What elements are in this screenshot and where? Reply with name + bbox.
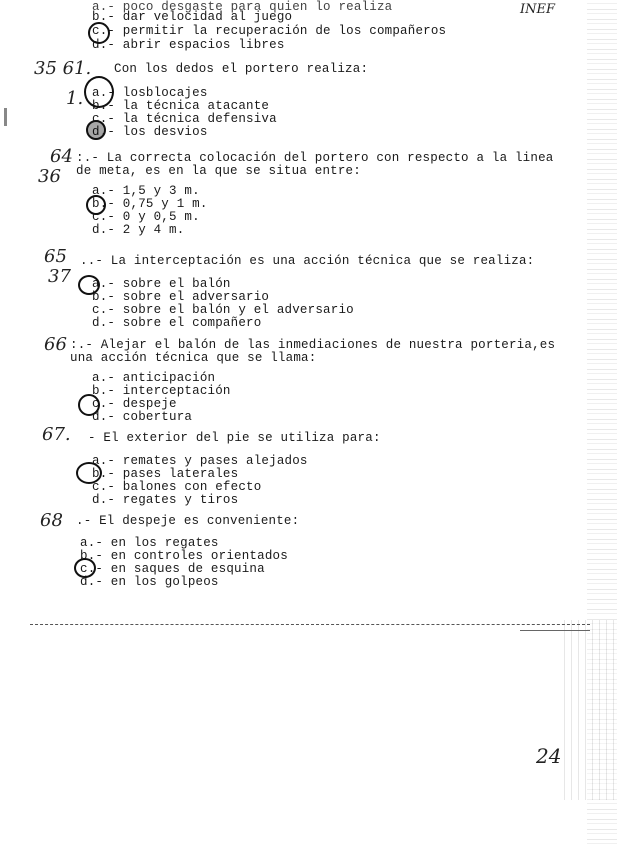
handwritten-question-number: 35 61. — [34, 58, 92, 79]
option-line: c.- despeje — [92, 397, 177, 411]
option-line: d.- los desvios — [92, 125, 208, 139]
option-line: d.- 2 y 4 m. — [92, 223, 185, 237]
option-line: c.- la técnica defensiva — [92, 112, 277, 126]
handwritten-question-number: 64 — [50, 146, 73, 167]
handwritten-question-number: 66 — [44, 334, 67, 355]
answer-circle-mark — [78, 275, 100, 295]
option-line: c.- en saques de esquina — [80, 562, 265, 576]
option-line: d.- sobre el compañero — [92, 316, 262, 330]
handwritten-question-number: 65 — [44, 246, 67, 267]
handwritten-question-number: 68 — [40, 510, 63, 531]
cutoff-option-line: a.- poco desgaste para quien lo realiza — [92, 0, 393, 14]
option-line: b.- 0,75 y 1 m. — [92, 197, 208, 211]
handwritten-page-number: 24 — [536, 744, 562, 768]
option-line: a.- remates y pases alejados — [92, 454, 308, 468]
option-line: b.- en controles orientados — [80, 549, 288, 563]
question-stem: - El exterior del pie se utiliza para: — [88, 431, 381, 445]
option-line: a.- sobre el balón — [92, 277, 231, 291]
option-line: b.- dar velocidad al juego — [92, 10, 293, 24]
scan-noise-lower-right — [562, 620, 617, 800]
option-line: d.- en los golpeos — [80, 575, 219, 589]
option-line: d.- cobertura — [92, 410, 193, 424]
answer-circle-mark — [76, 462, 102, 484]
option-line: b.- pases laterales — [92, 467, 239, 481]
option-line: a.- losblocajes — [92, 86, 208, 100]
handwritten-side-mark: 1. — [66, 88, 84, 109]
handwritten-question-number: 37 — [48, 266, 71, 287]
option-line: c.- balones con efecto — [92, 480, 262, 494]
question-stem: de meta, es en la que se situa entre: — [76, 164, 361, 178]
option-line: c.- 0 y 0,5 m. — [92, 210, 200, 224]
option-line: a.- en los regates — [80, 536, 219, 550]
question-stem: .- El despeje es conveniente: — [76, 514, 300, 528]
option-line: b.- la técnica atacante — [92, 99, 270, 113]
separator-line — [30, 624, 590, 625]
option-line: c.- permitir la recuperación de los compañeros — [92, 24, 447, 38]
question-stem: una acción técnica que se llama: — [70, 351, 317, 365]
option-line: a.- 1,5 y 3 m. — [92, 184, 200, 198]
option-line: d.- abrir espacios libres — [92, 38, 285, 52]
answer-circle-mark — [84, 76, 114, 108]
scan-edge-mark — [4, 108, 7, 126]
handwritten-question-number: 67. — [42, 424, 71, 445]
answer-circle-mark — [78, 394, 100, 416]
question-stem: :.- La correcta colocación del portero con respecto a la linea — [76, 151, 554, 165]
option-line: b.- interceptación — [92, 384, 231, 398]
answer-circle-mark — [86, 195, 106, 215]
scribble-mark — [86, 120, 106, 140]
answer-circle-mark — [88, 22, 110, 44]
separator-line — [520, 630, 590, 631]
question-stem: ..- La interceptación es una acción técnica que se realiza: — [80, 254, 535, 268]
option-line: b.- sobre el adversario — [92, 290, 270, 304]
option-line: c.- sobre el balón y el adversario — [92, 303, 354, 317]
option-line: a.- anticipación — [92, 371, 216, 385]
question-stem: :.- Alejar el balón de las inmediaciones de nuestra porteria,es — [70, 338, 556, 352]
question-stem: Con los dedos el portero realiza: — [114, 62, 369, 76]
answer-circle-mark — [74, 558, 96, 578]
option-line: d.- regates y tiros — [92, 493, 239, 507]
corner-handwritten-mark: INEF — [520, 2, 556, 17]
handwritten-question-number: 36 — [38, 166, 61, 187]
